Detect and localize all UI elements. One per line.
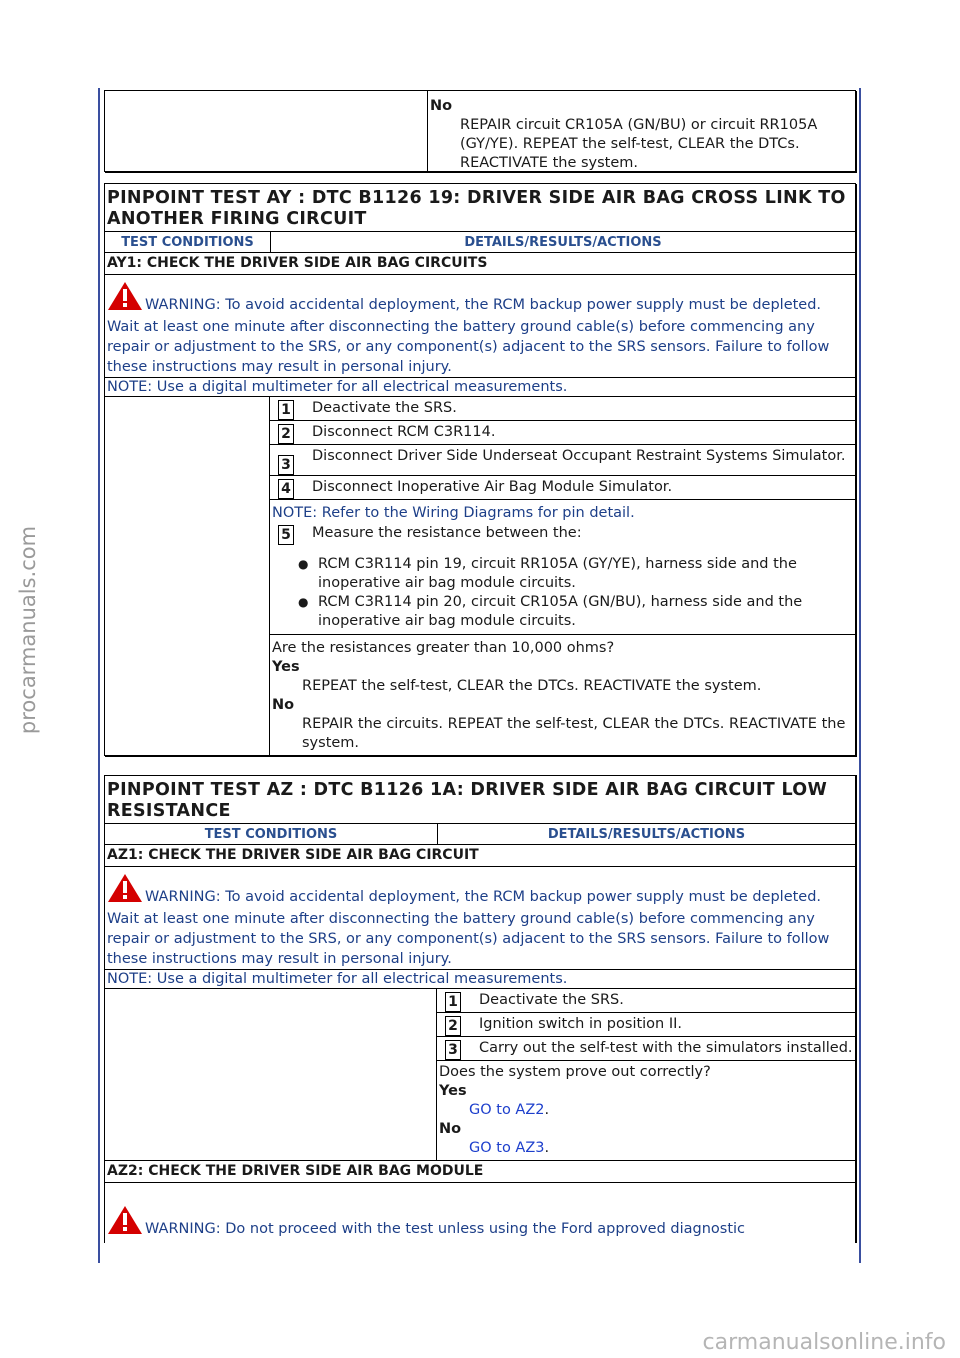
go-to-az2-link[interactable]: GO to AZ2 bbox=[469, 1102, 545, 1118]
list-item: ● RCM C3R114 pin 20, circuit CR105A (GN/BU), harness side and the inoperative air bag module circuits. bbox=[298, 593, 855, 631]
warning-block-2 bbox=[105, 1183, 855, 1243]
warning-text: WARNING: To avoid accidental deployment, the RCM backup power supply must be depleted. Wait at least one minute after disconnecting the battery ground cable(s) before commencing any repair or adjustment to the SRS, or any component(s) adjacent to the SRS sensors. Failure to follow these instructions may result in personal injury. bbox=[107, 297, 830, 375]
step-text: Carry out the self-test with the simulators installed. bbox=[479, 1040, 853, 1056]
test-conditions-cell bbox=[105, 989, 437, 1160]
no-action-text: REPAIR circuit CR105A (GN/BU) or circuit RR105A (GY/YE). REPEAT the self-test, CLEAR the DTCs. REACTIVATE the system. bbox=[460, 117, 818, 171]
test-conditions-cell bbox=[105, 397, 270, 755]
warning-text: WARNING: Do not proceed with the test unless using the Ford approved diagnostic bbox=[145, 1221, 746, 1237]
measure-block bbox=[270, 500, 855, 635]
step-number: 2 bbox=[445, 1016, 461, 1036]
step-title: AY1: CHECK THE DRIVER SIDE AIR BAG CIRCUITS bbox=[105, 253, 855, 275]
note-multimeter: NOTE: Use a digital multimeter for all electrical measurements. bbox=[105, 970, 855, 989]
step-row bbox=[437, 989, 855, 1013]
no-label: No bbox=[439, 1121, 462, 1137]
step-title: AZ1: CHECK THE DRIVER SIDE AIR BAG CIRCUIT bbox=[105, 845, 855, 867]
warning-icon bbox=[107, 281, 143, 317]
step-row bbox=[270, 522, 855, 545]
test-title: PINPOINT TEST AY : DTC B1126 19: DRIVER SIDE AIR BAG CROSS LINK TO ANOTHER FIRING CIRCUIT bbox=[105, 184, 855, 232]
warning-icon bbox=[107, 1205, 143, 1241]
step-row bbox=[270, 476, 855, 500]
step-text: Disconnect Inoperative Air Bag Module Simulator. bbox=[312, 479, 673, 495]
yes-action-text: REPEAT the self-test, CLEAR the DTCs. REACTIVATE the system. bbox=[302, 678, 762, 694]
result-block bbox=[270, 635, 855, 755]
col-details: DETAILS/RESULTS/ACTIONS bbox=[547, 826, 746, 842]
step-row bbox=[437, 1037, 855, 1061]
go-to-az3-link[interactable]: GO to AZ3 bbox=[469, 1140, 545, 1156]
list-item: ● RCM C3R114 pin 19, circuit RR105A (GY/YE), harness side and the inoperative air bag module circuits. bbox=[298, 555, 855, 593]
warning-block bbox=[105, 275, 855, 378]
fragment-left-cell bbox=[105, 91, 428, 171]
no-action-text: REPAIR the circuits. REPEAT the self-test, CLEAR the DTCs. REACTIVATE the system. bbox=[302, 716, 846, 751]
step-row bbox=[270, 397, 855, 421]
pinpoint-test-az bbox=[104, 775, 856, 1243]
step-text: Measure the resistance between the: bbox=[312, 525, 582, 541]
measurement-list bbox=[270, 555, 855, 631]
test-title: PINPOINT TEST AZ : DTC B1126 1A: DRIVER SIDE AIR BAG CIRCUIT LOW RESISTANCE bbox=[105, 776, 855, 824]
no-label: No bbox=[430, 98, 453, 114]
previous-test-fragment bbox=[104, 90, 856, 172]
yes-label: Yes bbox=[272, 659, 300, 675]
step-number: 1 bbox=[278, 400, 294, 420]
step-text: Deactivate the SRS. bbox=[312, 400, 457, 416]
step-text: Disconnect Driver Side Underseat Occupant Restraint Systems Simulator. bbox=[312, 448, 846, 464]
pinpoint-test-ay bbox=[104, 183, 856, 756]
step-text: Deactivate the SRS. bbox=[479, 992, 624, 1008]
step-row bbox=[270, 445, 855, 476]
fragment-result-cell bbox=[428, 91, 855, 171]
note-wiring: NOTE: Refer to the Wiring Diagrams for pin detail. bbox=[272, 505, 635, 521]
no-label: No bbox=[272, 697, 295, 713]
steps-area bbox=[105, 397, 855, 755]
result-block: Does the system prove out correctly? Yes GO to AZ2. No GO to AZ3. bbox=[437, 1061, 855, 1160]
details-cell bbox=[437, 989, 855, 1160]
question: Are the resistances greater than 10,000 ohms? bbox=[272, 640, 615, 656]
warning-text: WARNING: To avoid accidental deployment, the RCM backup power supply must be depleted. Wait at least one minute after disconnecting the battery ground cable(s) before commencing any repair or adjustment to the SRS, or any component(s) adjacent to the SRS sensors. Failure to follow these instructions may result in personal injury. bbox=[107, 889, 830, 967]
steps-area bbox=[105, 989, 855, 1161]
side-watermark: procarmanuals.com bbox=[16, 525, 40, 735]
bottom-watermark: carmanualsonline.info bbox=[702, 1330, 946, 1355]
step-number: 3 bbox=[445, 1040, 461, 1060]
note-multimeter: NOTE: Use a digital multimeter for all electrical measurements. bbox=[105, 378, 855, 397]
step2-title: AZ2: CHECK THE DRIVER SIDE AIR BAG MODULE bbox=[105, 1161, 855, 1183]
col-test-conditions: TEST CONDITIONS bbox=[105, 232, 271, 252]
details-cell bbox=[270, 397, 855, 755]
step-number: 2 bbox=[278, 424, 294, 444]
table-header bbox=[105, 824, 855, 845]
col-test-conditions: TEST CONDITIONS bbox=[105, 824, 438, 844]
step-number: 5 bbox=[278, 525, 294, 545]
right-margin-rule bbox=[859, 88, 861, 1263]
left-margin-rule bbox=[98, 88, 100, 1263]
step-number: 3 bbox=[278, 455, 294, 475]
warning-icon bbox=[107, 873, 143, 909]
step-row bbox=[270, 421, 855, 445]
yes-label: Yes bbox=[439, 1083, 467, 1099]
step-row bbox=[437, 1013, 855, 1037]
step-number: 4 bbox=[278, 479, 294, 499]
step-number: 1 bbox=[445, 992, 461, 1012]
step-text: Ignition switch in position II. bbox=[479, 1016, 683, 1032]
table-header bbox=[105, 232, 855, 253]
question: Does the system prove out correctly? bbox=[439, 1064, 711, 1080]
col-details: DETAILS/RESULTS/ACTIONS bbox=[464, 234, 662, 250]
warning-block bbox=[105, 867, 855, 970]
step-text: Disconnect RCM C3R114. bbox=[312, 424, 496, 440]
